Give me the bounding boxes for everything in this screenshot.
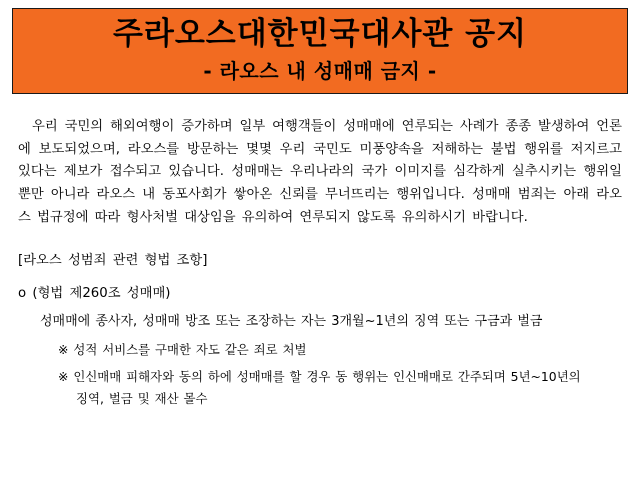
- clause-sub-item: [58, 340, 622, 360]
- clause-title: (형법 제260조 성매매): [32, 286, 171, 302]
- clause-body-text: 성매매에 종사자, 성매매 방조 또는 조장하는 자는 3개월~1년의 징역 또는 구금과 벌금: [40, 314, 543, 330]
- clause-sub-item: [58, 367, 622, 387]
- clause-sub-item-text: 성적 서비스를 구매한 자도 같은 죄로 처벌: [73, 342, 307, 358]
- clause-sub-item-continuation: 징역, 벌금 및 재산 몰수: [76, 390, 208, 406]
- paragraph-text: 우리 국민의 해외여행이 증가하며 일부 여행객들이 성매매에 연루되는 사례가 종종 발생하여 언론에 보도되었으며, 라오스를 방문하는 몇몇 우리 국민도 미풍양속을 저해하는 불법 행위를 저지르고 있다는 제보가 접수되고 있습니다. 성매매는 우리나라의 국가 이미지를 심각하게 실추시키는 행위일 뿐만 아니라 라오스 내 동포사회가 쌓아온 신뢰를 무너뜨리는 행위입니다. 성매매 범죄는 아래 라오스 법규정에 따라 형사처벌 대상임을 유의하여 연루되지 않도록 유의하시기 바랍니다.: [18, 118, 622, 226]
- notice-body-paragraph: [18, 116, 622, 230]
- reference-mark-icon: ※: [58, 342, 69, 358]
- clause-sub-item-text: 인신매매 피해자와 동의 하에 성매매를 할 경우 동 행위는 인신매매로 간주되며 5년~10년의: [73, 369, 581, 385]
- banner-subtitle: - 라오스 내 성매매 금지 -: [203, 58, 437, 83]
- clause-heading: [18, 283, 622, 304]
- reference-mark-icon: ※: [58, 369, 69, 385]
- section-heading: [라오스 성범죄 관련 형법 조항]: [18, 252, 208, 268]
- banner-title: 주라오스대한민국대사관 공지: [112, 16, 528, 52]
- notice-banner: [12, 8, 628, 94]
- notice-document: [0, 8, 640, 486]
- clause-marker: o: [18, 286, 27, 302]
